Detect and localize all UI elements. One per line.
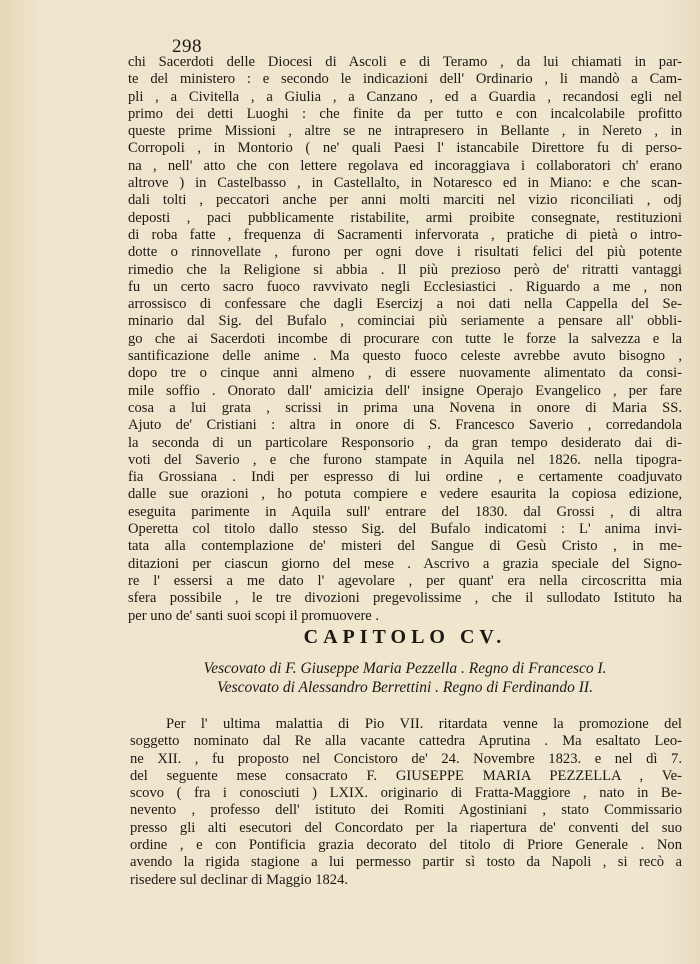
text-line: la seconda di un particolare Responsorio , da gran tempo desiderato dai di- (128, 434, 682, 451)
text-line: scovo ( fra i conosciuti ) LXIX. originario di Fratta-Maggiore , nato in Be- (130, 785, 682, 802)
text-line: minario dal Sig. del Bufalo , cominciai più seriamente a pensare all' obbli- (128, 313, 682, 330)
text-line: rimedio che la Religione si abbia . Il più prezioso però de' ritratti vantaggi (128, 261, 682, 278)
text-line: per uno de' santi suoi scopi il promuovere . (128, 607, 380, 624)
text-line: fu un certo sacro fuoco ravvivato negli Ecclesiastici . Riguardo a me , non (128, 278, 682, 295)
text-line: chi Sacerdoti delle Diocesi di Ascoli e di Teramo , da lui chiamati in par- (128, 54, 682, 70)
text-line: Per l' ultima malattia di Pio VII. ritardata venne la promozione del (166, 716, 682, 732)
text-line: dopo tre o cinque anni almeno , di essere nuovamente alimentato da consi- (128, 365, 682, 382)
text-line: arrossisco di confessare che dagli Esercizj a noi dati nella Cappella del Se- (128, 296, 682, 313)
text-line: Ajuto de' Cristiani : altra in onore di S. Francesco Saverio , corredandola (128, 417, 682, 434)
text-line: go che ai Sacerdoti incombe di procurare con tutte le forze la salvezza e la (128, 330, 682, 347)
text-line: dali tolti , peccatori anche per anni molti marciti nel vizio riconciliati , odj (128, 192, 682, 209)
page-number: 298 (172, 36, 202, 57)
text-line: risedere sul declinar di Maggio 1824. (130, 871, 349, 888)
text-line: cosa a lui grata , scrissi in prima una Novena in onore di Maria SS. (128, 399, 682, 416)
text-line: dalle sue orazioni , ho potuta compiere e vedere esaurita la copiosa edizione, (128, 486, 682, 503)
chapter-subtitle-line-1: Vescovato di F. Giuseppe Maria Pezzella . Regno di Francesco I. (203, 660, 607, 677)
text-line: tata alla contemplazione de' misteri del Sangue di Gesù Cristo , in me- (128, 538, 682, 555)
text-line: primo dei detti Luoghi : che finite da per tutto e con incalcolabile profitto (128, 105, 682, 122)
text-line: re l' essersi a me dato l' agevolare , per quant' era nella circoscritta mia (128, 572, 682, 589)
paragraph-1 (128, 54, 682, 625)
text-line: eseguita parimente in Aquila sull' entrare del 1830. dal Grossi , di altra (128, 503, 682, 520)
text-line: queste prime Missioni , altre se ne intrapresero in Bellante , in Nereto , in (128, 123, 682, 140)
text-line: santificazione delle anime . Ma questo fuoco celeste avrebbe avuto bisogno , (128, 348, 682, 365)
text-line: te del ministero : e secondo le indicazioni dell' Ordinario , li mandò a Cam- (128, 71, 682, 88)
text-line: ditazioni per ciascun giorno del mese . Ascrivo a grazia speciale del Signo- (128, 555, 682, 572)
text-line: voti del Saverio , e che furono stampate in Aquila nel 1826. nella tipogra- (128, 451, 682, 468)
chapter-subtitle-line-2: Vescovato di Alessandro Berrettini . Regno di Ferdinando II. (217, 679, 593, 696)
text-line: fia Grossiana . Indi per espresso di lui ordine , e certamente coadjuvato (128, 469, 682, 486)
text-line: soggetto nominato dal Re alla vacante cattedra Aprutina . Ma esaltato Leo- (130, 733, 682, 750)
text-line: del seguente mese consacrato F. GIUSEPPE MARIA PEZZELLA , Ve- (130, 767, 682, 784)
paragraph-2 (130, 716, 682, 889)
text-line: ne XII. , fu proposto nel Concistoro de' 24. Novembre 1823. e nel dì 7. (130, 750, 682, 767)
text-line: di roba fatte , frequenza di Sacramenti infervorata , pratiche di pietà o intro- (128, 226, 682, 243)
chapter-title: CAPITOLO CV. (303, 626, 507, 648)
text-line: deposti , paci pubblicamente ristabilite, armi proibite consegnate, restituzioni (128, 209, 682, 226)
text-line: ordine , e con Pontificia grazia decorato del titolo di Priore Generale . Non (130, 837, 682, 854)
text-line: na , nell' atto che con lettere regolava ed incoraggiava i collaboratori ch' erano (128, 157, 682, 174)
text-line: avendo la rigida stagione a lui permesso partir sì tosto da Napoli , si recò a (130, 854, 682, 871)
text-line: nevento , professo dell' istituto dei Romiti Agostiniani , stato Commissario (130, 802, 682, 819)
text-line: altrove ) in Castelbasso , in Castellalto, in Notaresco ed in Miano: e che scan- (128, 175, 682, 192)
text-line: sfera possibile , le tre divozioni pregevolissime , che il sullodato Istituto ha (128, 590, 682, 607)
text-line: pli , a Civitella , a Giulia , a Canzano , ed a Guardia , recandosi egli nel (128, 88, 682, 105)
text-line: mile soffio . Onorato dall' amicizia dell' insigne Operajo Evangelico , per fare (128, 382, 682, 399)
text-line: Corropoli , in Montorio ( ne' quali Paesi l' istancabile Direttore fu di perso- (128, 140, 682, 157)
text-line: dotte o rinnovellate , furono per ogni dove i risultati felici del più potente (128, 244, 682, 261)
text-line: presso gli alti esecutori del Concordato per la riapertura de' conventi del suo (130, 819, 682, 836)
text-line: Operetta col titolo dallo stesso Sig. del Bufalo indicatomi : L' anima invi- (128, 521, 682, 538)
